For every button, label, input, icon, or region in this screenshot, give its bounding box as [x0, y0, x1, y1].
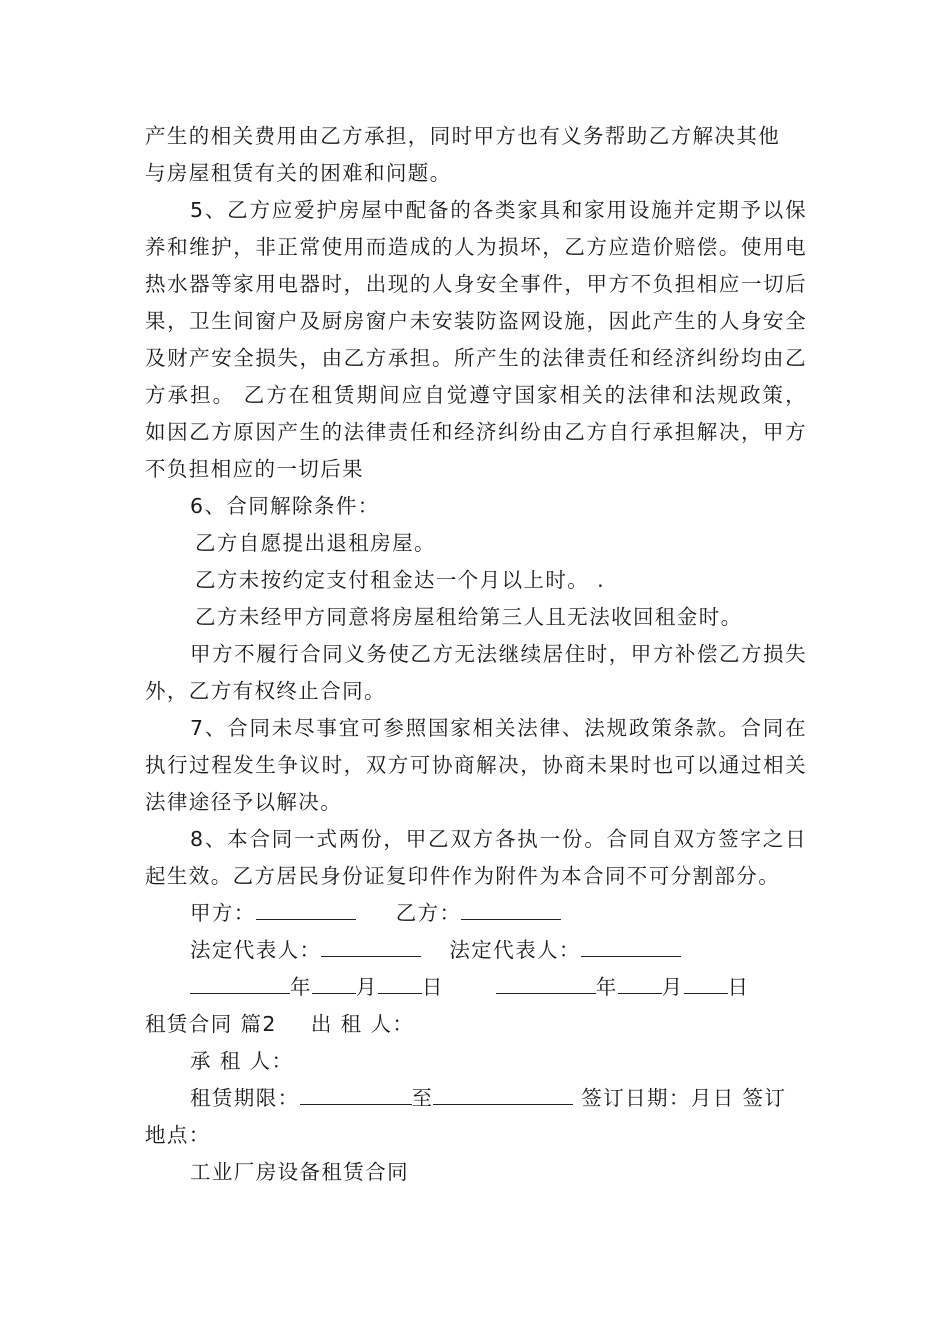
year-label: 年: [595, 975, 618, 999]
lease-term-row: [145, 1080, 807, 1117]
clause-6-title: 6、合同解除条件：: [190, 494, 380, 518]
legal-rep-b-label: 法定代表人：: [449, 938, 581, 962]
month-label: 月: [355, 975, 378, 999]
termination-condition-1: 乙方自愿提出退租房屋。: [195, 531, 436, 555]
day-b-blank[interactable]: [684, 973, 728, 994]
legal-rep-a-label: 法定代表人：: [190, 938, 322, 962]
text-line: 与房屋租赁有关的困难和问题。: [145, 161, 452, 185]
termination-condition-3: 乙方未经甲方同意将房屋租给第三人且无法收回租金时。: [195, 605, 743, 629]
termination-condition-4: 甲方不履行合同义务使乙方无法继续居住时，甲方补偿乙方损失外，乙方有权终止合同。: [145, 642, 807, 703]
clause-8: 8、本合同一式两份，甲乙双方各执一份。合同自双方签字之日起生效。乙方居民身份证复印件作为附件为本合同不可分割部分。: [145, 827, 807, 888]
year-b-blank[interactable]: [496, 973, 596, 994]
termination-condition-2: 乙方未按约定支付租金达一个月以上时。 .: [195, 568, 606, 592]
party-b-blank[interactable]: [461, 899, 561, 920]
lessee-row: [145, 1043, 807, 1080]
to-label: 至: [411, 1086, 434, 1110]
year-a-blank[interactable]: [190, 973, 290, 994]
party-b-label: 乙方：: [395, 901, 462, 925]
month-a-blank[interactable]: [312, 973, 356, 994]
sign-place-label: 地点：: [145, 1123, 211, 1147]
legal-rep-b-blank[interactable]: [581, 936, 681, 957]
party-a-label: 甲方：: [190, 901, 256, 925]
paragraph-continued: [145, 118, 807, 192]
day-label: 日: [421, 975, 444, 999]
clause-7: 7、合同未尽事宜可参照国家相关法律、法规政策条款。合同在执行过程发生争议时，双方可协商解决，协商未果时也可以通过相关法律途径予以解决。: [145, 716, 807, 814]
month-b-blank[interactable]: [618, 973, 662, 994]
signature-legal-rep-row: [145, 932, 807, 969]
lessee-label: 承 租 人：: [190, 1049, 294, 1073]
party-a-blank[interactable]: [256, 899, 356, 920]
term-label: 租赁期限：: [190, 1086, 300, 1110]
term-end-blank[interactable]: [433, 1084, 573, 1105]
document-body: [145, 118, 807, 1191]
sign-place-row: [145, 1117, 807, 1154]
contract-2-heading: 租赁合同 篇2: [145, 1012, 277, 1036]
contract-2-heading-row: [145, 1006, 807, 1043]
term-start-blank[interactable]: [300, 1084, 412, 1105]
signature-parties-row: [145, 895, 807, 932]
year-label: 年: [290, 975, 312, 999]
day-a-blank[interactable]: [378, 973, 422, 994]
lessor-label: 出 租 人：: [310, 1012, 415, 1036]
contract-2-title: 工业厂房设备租赁合同: [190, 1160, 409, 1184]
month-label: 月: [661, 975, 684, 999]
text-line: 产生的相关费用由乙方承担，同时甲方也有义务帮助乙方解决其他: [145, 124, 781, 148]
clause-5: 5、乙方应爱护房屋中配备的各类家具和家用设施并定期予以保养和维护，非正常使用而造成的人为损坏，乙方应造价赔偿。使用电热水器等家用电器时，出现的人身安全事件，甲方不负担相应一切后果，卫生间窗户及厨房窗户未安装防盗网设施，因此产生的人身安全及财产安全损失，由乙方承担。所产生的法律责任和经济纠纷均由乙方承担。 乙方在租赁期间应自觉遵守国家相关的法律和法规政策，如因乙方原因产生的法律责任和经济纠纷由乙方自行承担解决，甲方不负担相应的一切后果: [145, 198, 807, 481]
sign-date-label: 签订日期：月日 签订: [581, 1086, 787, 1110]
legal-rep-a-blank[interactable]: [321, 936, 421, 957]
signature-date-row: [145, 969, 807, 1006]
day-label: 日: [727, 975, 750, 999]
